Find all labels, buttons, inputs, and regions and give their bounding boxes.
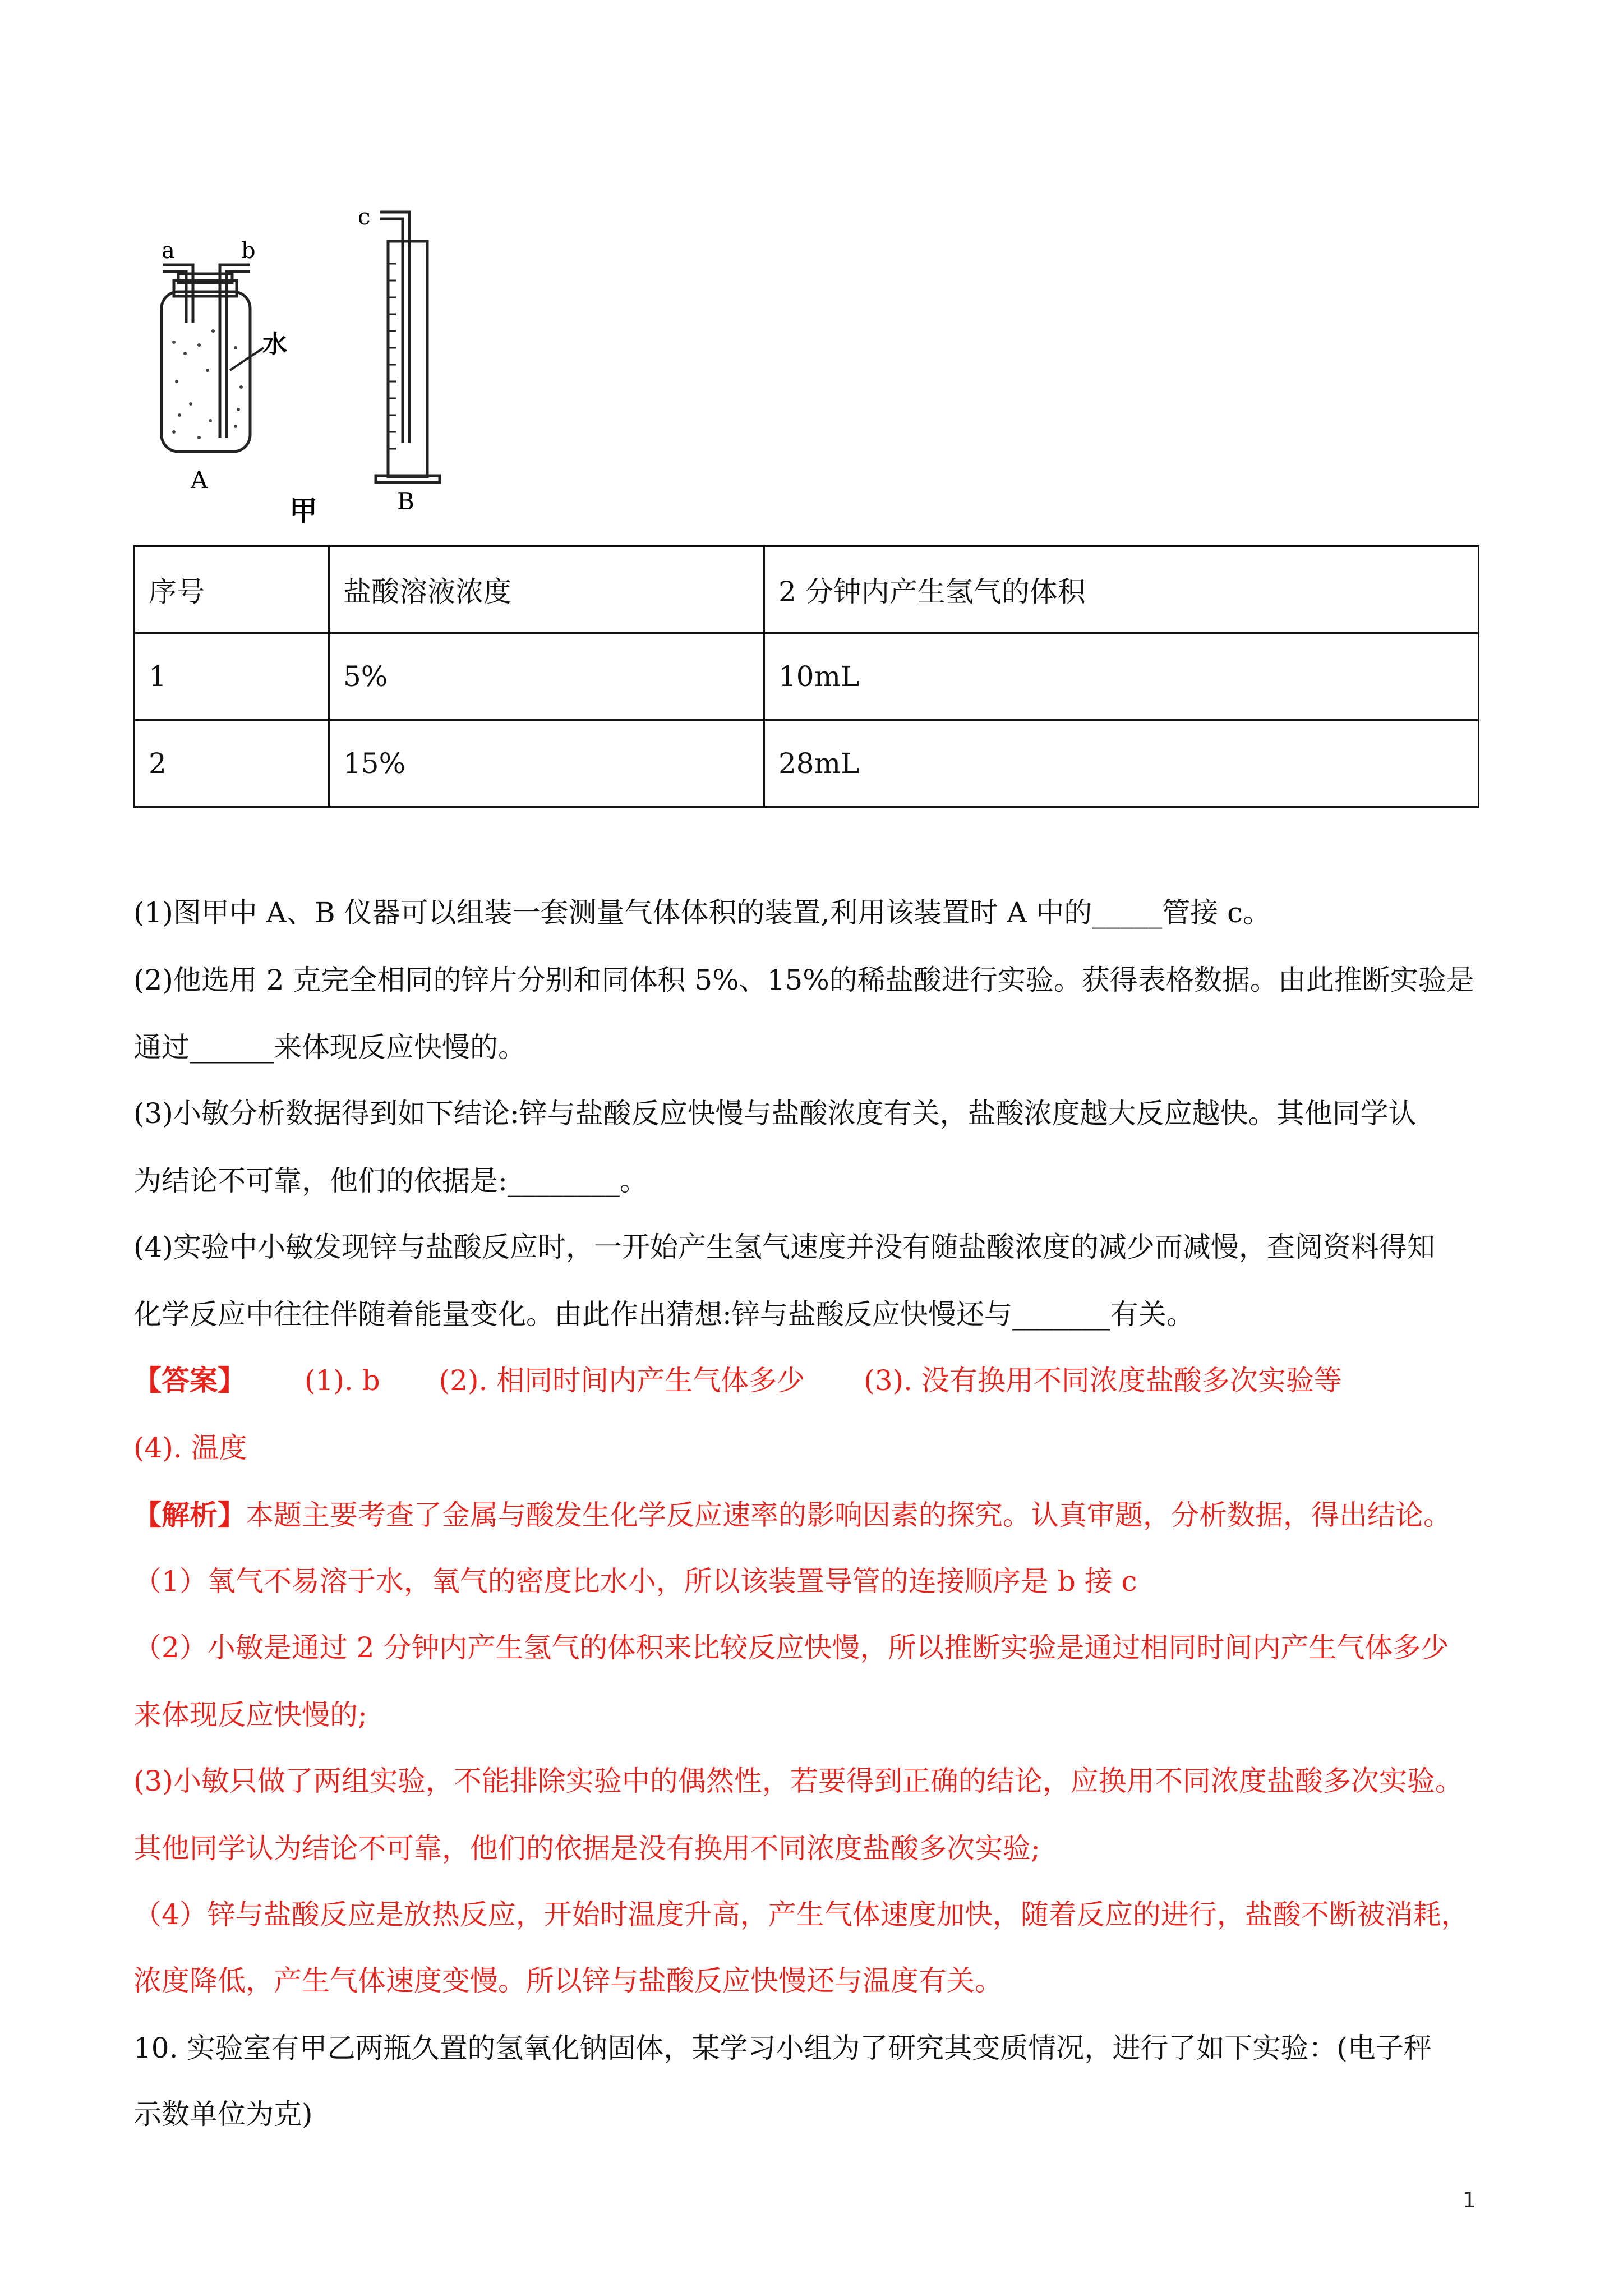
analysis-point-1: （1）氧气不易溶于水，氧气的密度比水小，所以该装置导管的连接顺序是 b 接 c [133, 1565, 1137, 1598]
question-3-line-2: 为结论不可靠，他们的依据是:________。 [133, 1165, 648, 1197]
data-table [133, 545, 1479, 808]
analysis-point-2-line-1: （2）小敏是通过 2 分钟内产生氢气的体积来比较反应快慢，所以推断实验是通过相同时间内产生气体多少 [133, 1631, 1449, 1664]
answer-label: 【答案】 [133, 1364, 246, 1397]
question-2-line-2: 通过______来体现反应快慢的。 [133, 1031, 526, 1064]
answer-2: (2). 相同时间内产生气体多少 [439, 1364, 805, 1397]
water-dots [172, 329, 243, 439]
table-cell: 2 [135, 720, 329, 807]
water-pointer [230, 348, 264, 370]
label-b: b [241, 238, 256, 264]
table-header-row [135, 546, 1479, 633]
analysis-point-4-line-2: 浓度降低，产生气体速度变慢。所以锌与盐酸反应快慢还与温度有关。 [133, 1964, 1003, 1997]
graduated-cylinder-b [376, 212, 440, 482]
question-3-line-1: (3)小敏分析数据得到如下结论:锌与盐酸反应快慢与盐酸浓度有关，盐酸浓度越大反应越快。其他同学认 [133, 1097, 1417, 1130]
apparatus-diagram [146, 202, 460, 539]
answer-4: (4). 温度 [133, 1432, 247, 1464]
analysis-label: 【解析】 [133, 1498, 246, 1531]
table-cell: 5% [329, 633, 764, 720]
table-cell: 10mL [764, 633, 1479, 720]
label-a: a [162, 238, 175, 264]
question-10-line-1: 10. 实验室有甲乙两瓶久置的氢氧化钠固体，某学习小组为了研究其变质情况，进行了如下实验：(电子秤 [133, 2032, 1432, 2064]
figure-caption: 甲 [289, 495, 317, 527]
table-cell: 15% [329, 720, 764, 807]
analysis-point-3-line-2: 其他同学认为结论不可靠，他们的依据是没有换用不同浓度盐酸多次实验; [133, 1832, 1040, 1865]
label-A: A [191, 466, 208, 494]
analysis-intro-line [133, 1500, 1451, 1530]
table-row [135, 633, 1479, 720]
answer-3: (3). 没有换用不同浓度盐酸多次实验等 [864, 1364, 1342, 1397]
table-header-cell: 序号 [135, 546, 329, 633]
label-c: c [358, 204, 371, 230]
table-cell: 1 [135, 633, 329, 720]
question-1: (1)图甲中 A、B 仪器可以组装一套测量气体体积的装置,利用该装置时 A 中的_____管接 c。 [133, 896, 1271, 929]
label-water: 水 [262, 330, 287, 358]
label-B: B [397, 487, 414, 515]
analysis-intro: 本题主要考查了金属与酸发生化学反应速率的影响因素的探究。认真审题，分析数据，得出结论。 [246, 1499, 1451, 1531]
question-2-line-1: (2)他选用 2 克完全相同的锌片分别和同体积 5%、15%的稀盐酸进行实验。获得表格数据。由此推断实验是 [133, 964, 1474, 996]
question-10-line-2: 示数单位为克) [133, 2098, 313, 2131]
gas-bottle-a [162, 265, 250, 452]
table-cell: 28mL [764, 720, 1479, 807]
question-4-line-2: 化学反应中往往伴随着能量变化。由此作出猜想:锌与盐酸反应快慢还与_______有关。 [133, 1298, 1195, 1331]
analysis-point-2-line-2: 来体现反应快慢的; [133, 1699, 367, 1731]
table-header-cell: 2 分钟内产生氢气的体积 [764, 546, 1479, 633]
table-row [135, 720, 1479, 807]
analysis-point-4-line-1: （4）锌与盐酸反应是放热反应，开始时温度升高，产生气体速度加快，随着反应的进行，盐酸不断被消耗， [133, 1898, 1469, 1931]
apparatus-figure [146, 202, 460, 539]
question-4-line-1: (4)实验中小敏发现锌与盐酸反应时，一开始产生氢气速度并没有随盐酸浓度的减少而减慢，查阅资料得知 [133, 1231, 1435, 1263]
analysis-point-3-line-1: (3)小敏只做了两组实验，不能排除实验中的偶然性，若要得到正确的结论，应换用不同浓度盐酸多次实验。 [133, 1765, 1463, 1797]
answer-1: (1). b [305, 1364, 380, 1397]
answer-line [133, 1365, 1342, 1396]
page-number: 1 [1462, 2188, 1476, 2212]
table-header-cell: 盐酸溶液浓度 [329, 546, 764, 633]
